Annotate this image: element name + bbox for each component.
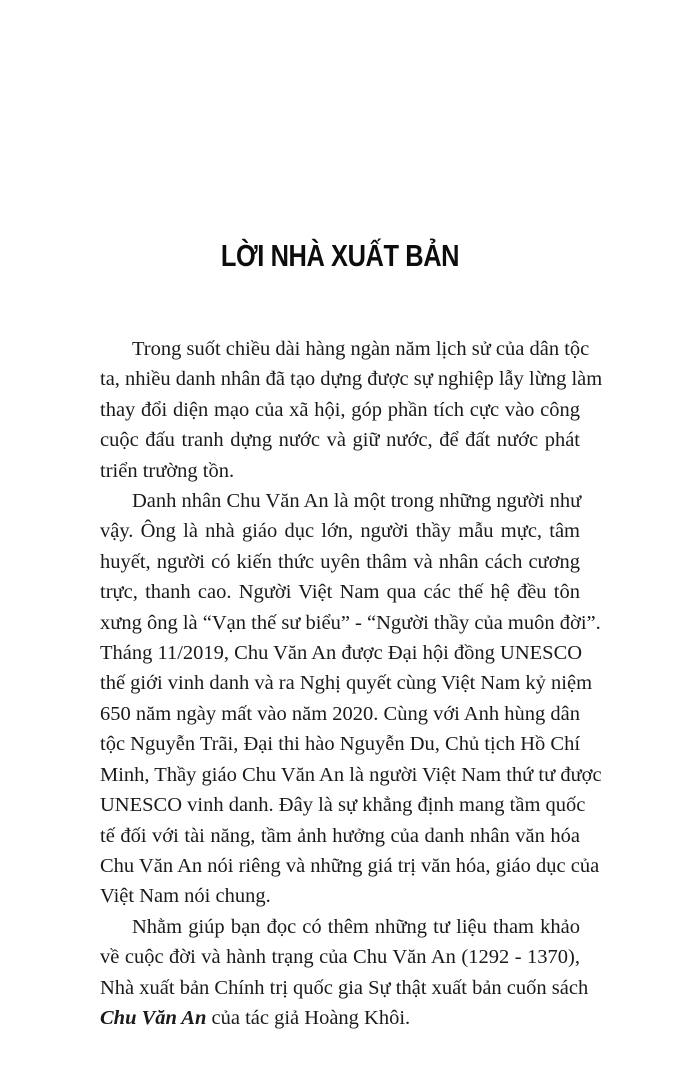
text-line: tế đối với tài năng, tầm ảnh hưởng của danh nhân văn hóa	[100, 824, 580, 847]
text-line: vậy. Ông là nhà giáo dục lớn, người thầy mẫu mực, tâm	[100, 520, 580, 543]
text-line: thế giới vinh danh và ra Nghị quyết cùng Việt Nam kỷ niệm	[100, 672, 593, 695]
text-line: xưng ông là “Vạn thế sư biểu” - “Người thầy của muôn đời”.	[100, 611, 601, 634]
page-title: LỜI NHÀ XUẤT BẢN	[220, 238, 460, 273]
paragraph-2	[100, 486, 602, 912]
text-line: thay đổi diện mạo của xã hội, góp phần tích cực vào công	[100, 398, 580, 421]
author-credit: của tác giả Hoàng Khôi.	[206, 1006, 411, 1029]
text-line: Minh, Thầy giáo Chu Văn An là người Việt Nam thứ tư được	[100, 763, 602, 786]
text-line: huyết, người có kiến thức uyên thâm và nhân cách cương	[100, 550, 580, 573]
paragraph-1	[100, 334, 603, 486]
text-line: triển trường tồn.	[100, 459, 235, 482]
text-line: Nhằm giúp bạn đọc có thêm những tư liệu tham khảo	[132, 915, 580, 938]
text-line: tộc Nguyễn Trãi, Đại thi hào Nguyễn Du, Chủ tịch Hồ Chí	[100, 733, 581, 756]
book-title: Chu Văn An	[100, 1006, 207, 1029]
text-line: Danh nhân Chu Văn An là một trong những người như	[132, 490, 582, 513]
text-line: Chu Văn An nói riêng và những giá trị văn hóa, giáo dục của	[100, 854, 600, 877]
text-line: trực, thanh cao. Người Việt Nam qua các thế hệ đều tôn	[100, 581, 580, 604]
text-line: Việt Nam nói chung.	[100, 885, 271, 908]
text-line: cuộc đấu tranh dựng nước và giữ nước, để đất nước phát	[100, 429, 580, 452]
text-line: 650 năm ngày mất vào năm 2020. Cùng với Anh hùng dân	[100, 702, 581, 725]
text-line: ta, nhiều danh nhân đã tạo dựng được sự nghiệp lẫy lừng làm	[100, 368, 603, 391]
text-line: Trong suốt chiều dài hàng ngàn năm lịch sử của dân tộc	[132, 338, 590, 360]
publisher-foreword-body	[100, 334, 603, 1033]
paragraph-3	[100, 912, 589, 1034]
text-line: về cuộc đời và hành trạng của Chu Văn An (1292 - 1370),	[100, 946, 580, 969]
text-line: Nhà xuất bản Chính trị quốc gia Sự thật xuất bản cuốn sách	[100, 976, 589, 999]
text-line: UNESCO vinh danh. Đây là sự khẳng định mang tầm quốc	[100, 794, 586, 817]
text-line: Tháng 11/2019, Chu Văn An được Đại hội đồng UNESCO	[100, 642, 583, 665]
text-line	[100, 1003, 580, 1033]
